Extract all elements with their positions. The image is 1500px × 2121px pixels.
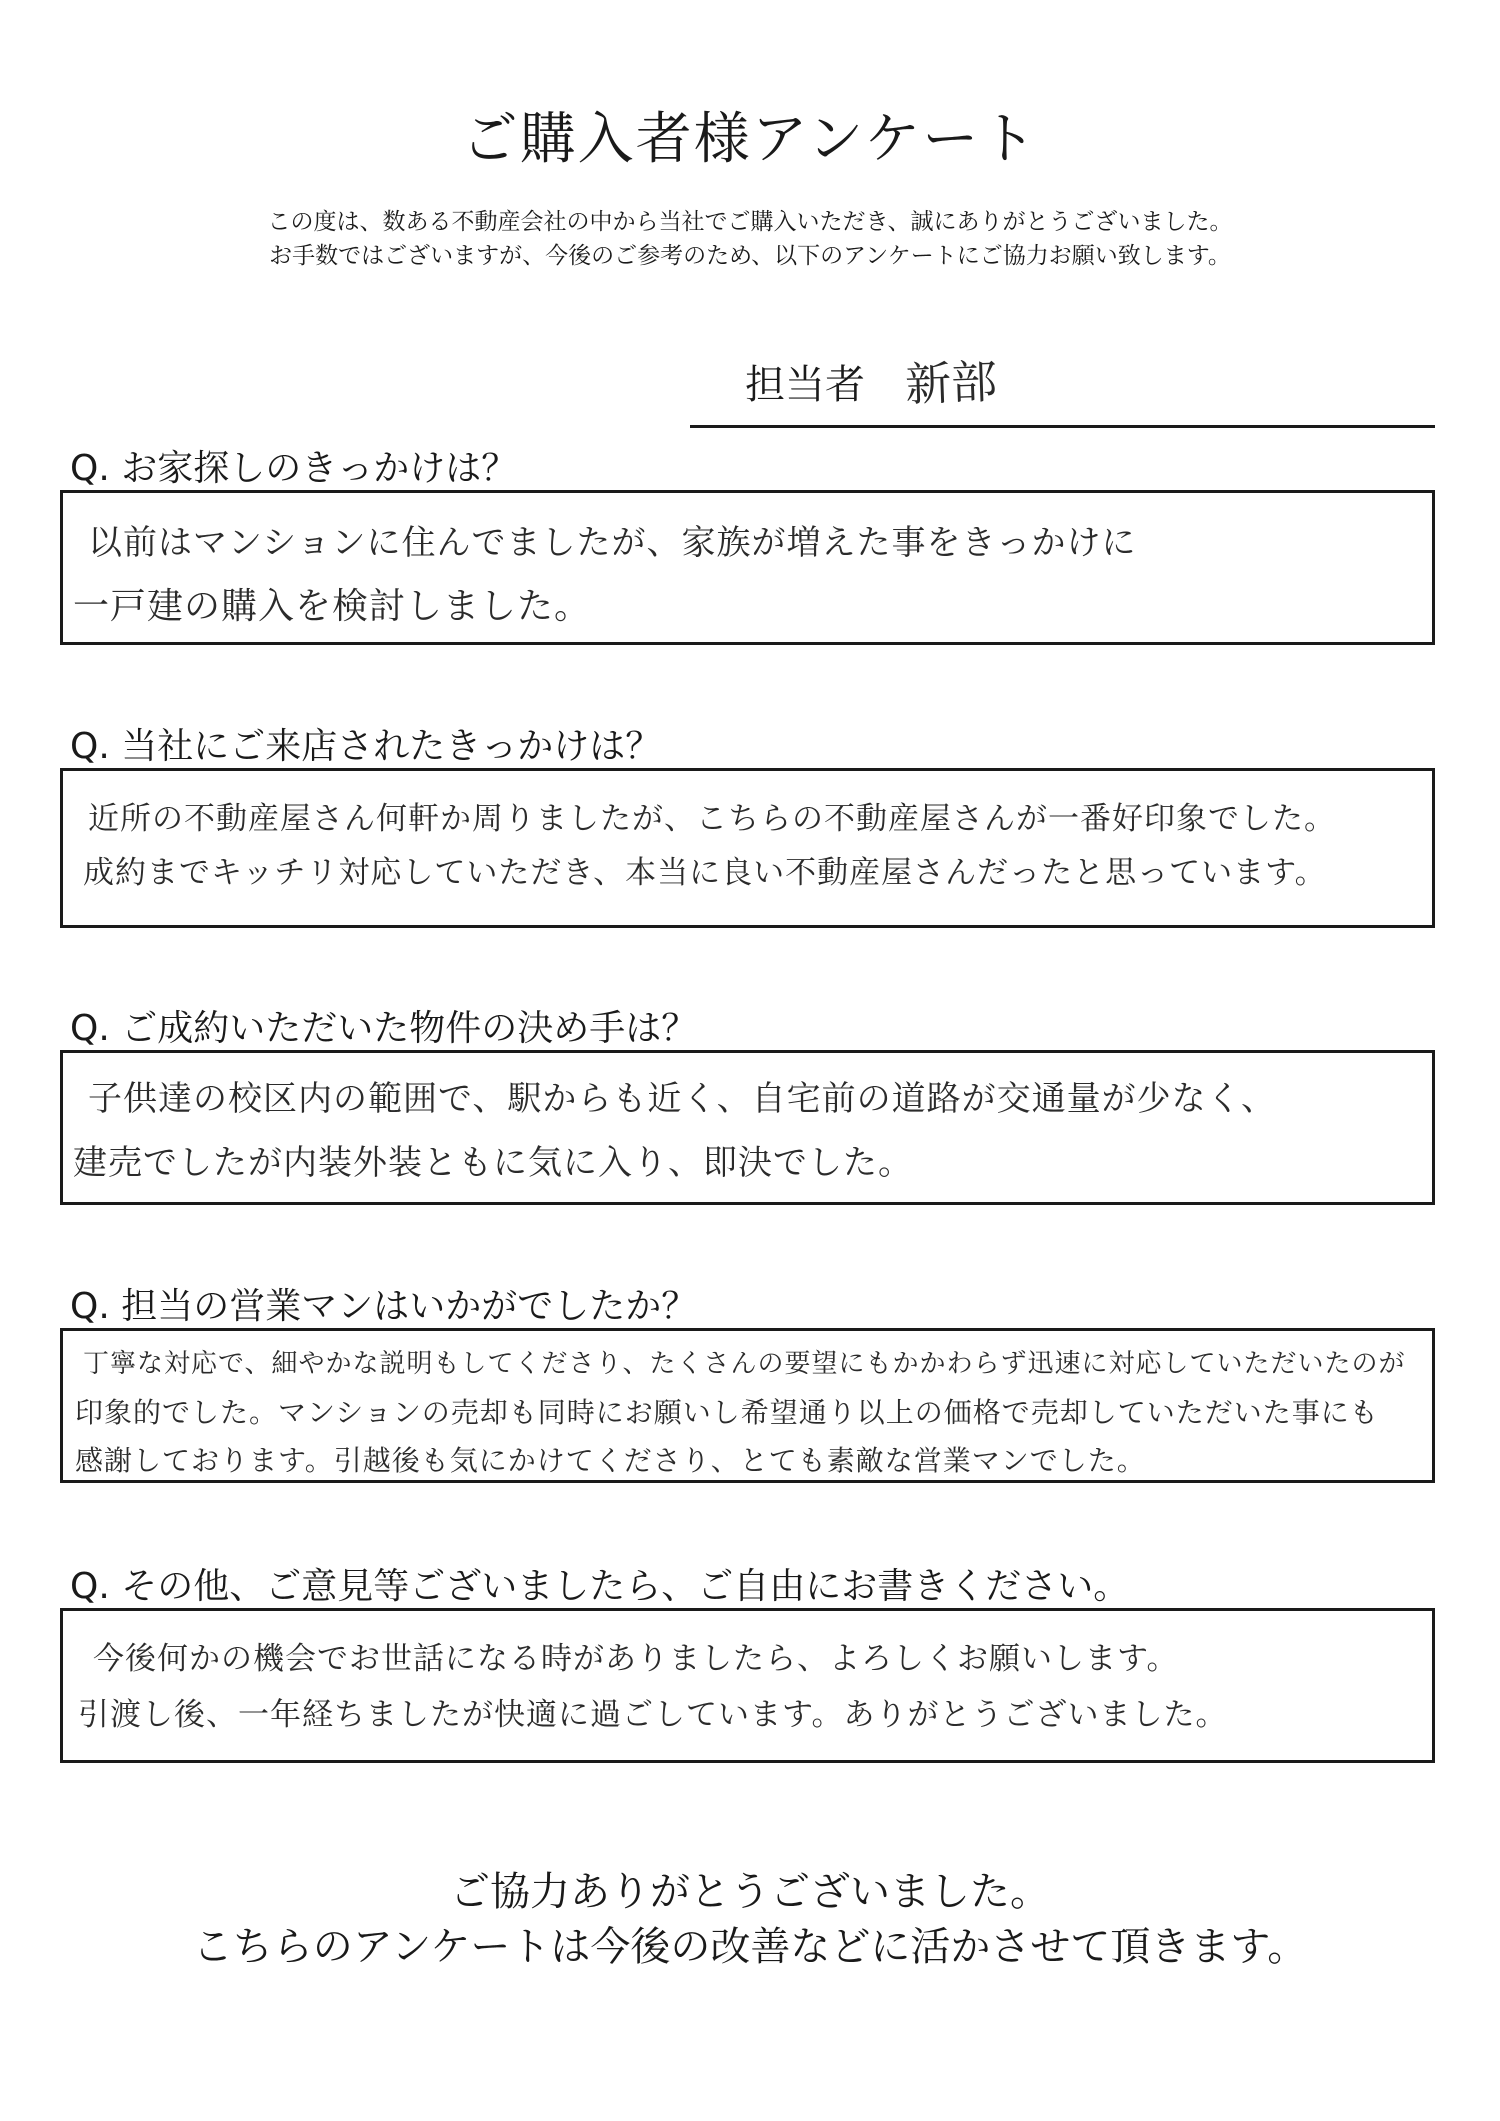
answer-box-5 (60, 1608, 1435, 1763)
answer-box-2 (60, 768, 1435, 928)
intro-line: お手数ではございますが、今後のご参考のため、以下のアンケートにご協力お願い致します。 (269, 243, 1231, 269)
question-2: Q. 当社にご来店されたきっかけは？ (70, 726, 662, 767)
answer-line: 以前はマンションに住んでましたが、家族が増えた事をきっかけに (88, 523, 1137, 563)
answer-line: 印象的でした。マンションの売却も同時にお願いし希望通り以上の価格で売却していただいた事にも (75, 1396, 1379, 1429)
intro-line: この度は、数ある不動産会社の中から当社でご購入いただき、誠にありがとうございました。 (267, 209, 1233, 235)
answer-line: 一戸建の購入を検討しました。 (73, 586, 592, 627)
closing-line-2: こちらのアンケートは今後の改善などに活かさせて頂きます。 (192, 1924, 1308, 1970)
question-5: Q. その他、ご意見等ございましたら、ご自由にお書きください。 (70, 1566, 1130, 1607)
answer-line: 今後何かの機会でお世話になる時がありましたら、よろしくお願いします。 (93, 1641, 1179, 1677)
answer-line: 感謝しております。引越後も気にかけてくださり、とても素敵な営業マンでした。 (75, 1444, 1146, 1477)
question-1: Q. お家探しのきっかけは？ (70, 448, 518, 489)
answer-line: 子供達の校区内の範囲で、駅からも近く、自宅前の道路が交通量が少なく、 (88, 1079, 1276, 1119)
question-3: Q. ご成約いただいた物件の決め手は？ (70, 1008, 698, 1049)
answer-line: 引渡し後、一年経ちましたが快適に過ごしています。ありがとうございました。 (78, 1697, 1228, 1733)
answer-line: 近所の不動産屋さん何軒か周りましたが、こちらの不動産屋さんが一番好印象でした。 (88, 801, 1336, 837)
intro-text (0, 205, 1500, 273)
question-4: Q. 担当の営業マンはいかがでしたか？ (70, 1286, 698, 1327)
answer-line: 丁寧な対応で、細やかな説明もしてくださり、たくさんの要望にもかかわらず迅速に対応していただいたのが (83, 1349, 1406, 1379)
answer-box-4 (60, 1328, 1435, 1483)
staff-field (690, 345, 1435, 428)
answer-line: 成約までキッチリ対応していただき、本当に良い不動産屋さんだったと思っています。 (83, 855, 1327, 891)
page-title: ご購入者様アンケート (461, 107, 1039, 172)
answer-box-3 (60, 1050, 1435, 1205)
answer-line: 建売でしたが内装外装ともに気に入り、即決でした。 (73, 1143, 913, 1183)
closing-line-1: ご協力ありがとうございました。 (450, 1869, 1050, 1915)
answer-box-1 (60, 490, 1435, 645)
staff-label: 担当者 (745, 362, 865, 408)
staff-name-handwritten: 新部 (904, 354, 999, 412)
